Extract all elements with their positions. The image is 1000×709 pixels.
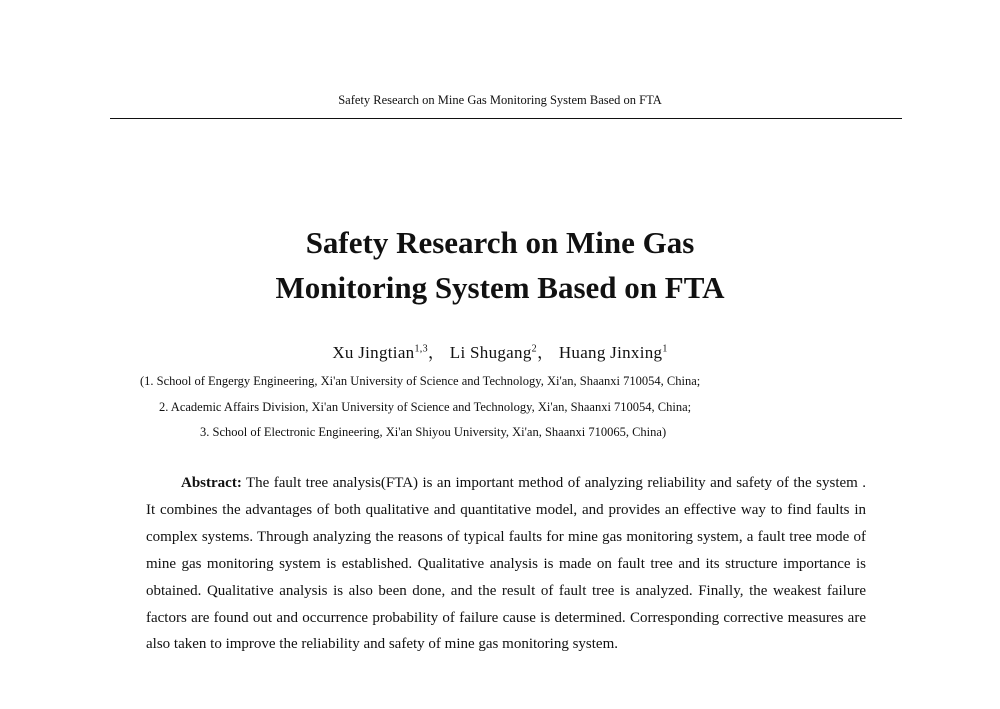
abstract-label: Abstract: xyxy=(181,475,242,491)
abstract-text: The fault tree analysis(FTA) is an important method of analyzing reliability and safety of the system . It combines the advantages of both qualitative and quantitative model, and provides an effective way to find faults in complex systems. Through analyzing the reasons of typical faults for mine gas monitoring system, a fault tree mode of mine gas monitoring system is established. Qualitative analysis is made on fault tree and its structure importance is obtained. Qualitative analysis is also been done, and the result of fault tree is analyzed. Finally, the weakest failure factors are found out and occurrence probability of failure cause is determined. Corresponding corrective measures are also taken to improve the reliability and safety of mine gas monitoring system. xyxy=(146,475,867,653)
affiliation-line: 3. School of Electronic Engineering, Xi'an Shiyou University, Xi'an, Shaanxi 710065, China) xyxy=(200,425,667,439)
author-name: Xu Jingtian xyxy=(332,343,415,362)
author-separator: ， xyxy=(427,343,446,362)
author-list xyxy=(0,338,1000,363)
affiliation-line: 2. Academic Affairs Division, Xi'an University of Science and Technology, Xi'an, Shaanxi 710054, China; xyxy=(159,399,692,414)
title-line-2: Monitoring System Based on FTA xyxy=(275,270,725,305)
author-separator: ， xyxy=(536,343,555,362)
author-affiliation-mark: 1 xyxy=(662,343,668,355)
paper-title xyxy=(0,220,1000,310)
affiliations xyxy=(0,369,1000,446)
author-affiliation-mark: 2 xyxy=(531,343,537,355)
author-name: Huang Jinxing xyxy=(558,343,663,362)
author-name: Li Shugang xyxy=(449,343,532,362)
header-rule xyxy=(110,118,902,119)
affiliation-line: (1. School of Engergy Engineering, Xi'an University of Science and Technology, Xi'an, Shaanxi 710054, China; xyxy=(140,374,701,388)
running-head: Safety Research on Mine Gas Monitoring System Based on FTA xyxy=(338,93,662,107)
abstract xyxy=(146,470,866,658)
title-line-1: Safety Research on Mine Gas xyxy=(305,225,695,260)
author-affiliation-mark: 1,3 xyxy=(414,343,428,355)
